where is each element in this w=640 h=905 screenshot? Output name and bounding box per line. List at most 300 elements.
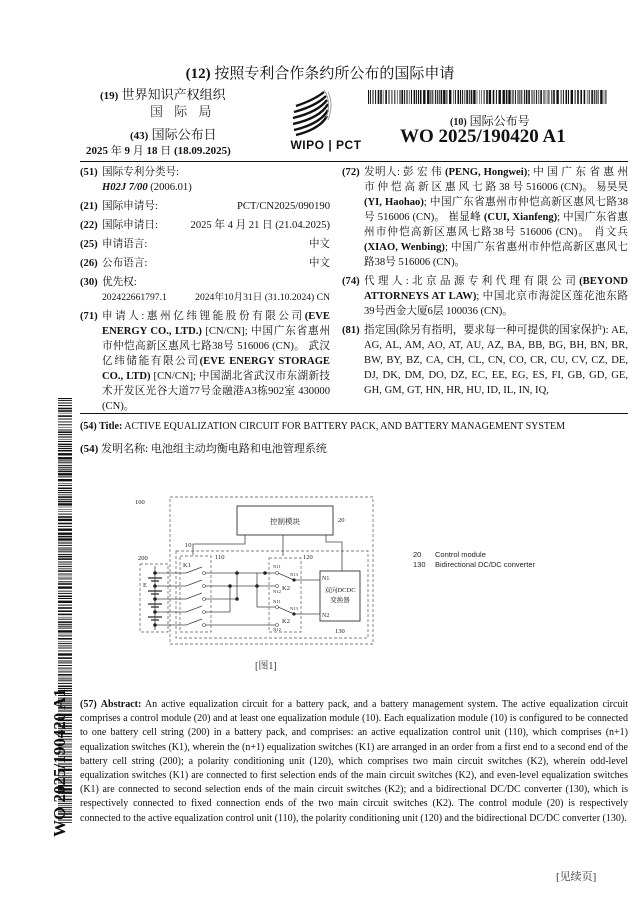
barcode-bar: [58, 536, 72, 538]
converter-label-1: 双向DCDC: [324, 587, 356, 594]
barcode-bar: [58, 593, 72, 594]
field-71-applicant: [80, 309, 330, 414]
barcode-bar: [58, 408, 72, 410]
barcode-bar: [401, 90, 403, 104]
barcode-bar: [58, 501, 72, 503]
barcode-bar: [58, 434, 72, 435]
barcode-bar: [536, 90, 537, 104]
barcode-bar: [58, 653, 72, 655]
field-72-inventors: [342, 165, 628, 270]
barcode-bar: [481, 90, 482, 104]
barcode-bar: [58, 562, 72, 563]
barcode-bar: [378, 90, 380, 104]
abstract-label: Abstract:: [100, 699, 142, 710]
converter-label-2: 变换器: [330, 597, 350, 604]
barcode-bar: [524, 90, 525, 104]
barcode-bar: [508, 90, 510, 104]
title-label: Title:: [99, 421, 123, 432]
ipc-class: H02J 7/00: [102, 182, 148, 193]
barcode-bar: [553, 90, 555, 104]
inid-code: (51): [80, 167, 98, 178]
applicant-name-en: (EVE ENERGY STORAGE CO., LTD): [102, 356, 330, 382]
application-number: PCT/CN2025/090190: [236, 201, 330, 212]
barcode-bar: [58, 577, 72, 579]
barcode-bar: [58, 548, 72, 549]
barcode-bar: [58, 526, 72, 527]
barcode-bar: [58, 542, 72, 544]
field-51: [80, 165, 330, 195]
barcode-bar: [58, 645, 72, 647]
pub-month-cn: 月: [132, 145, 144, 157]
title-text-cn: 电池组主动均衡电路和电池管理系统: [150, 443, 327, 455]
legend-item: [413, 550, 535, 560]
barcode-bar: [551, 90, 552, 104]
barcode-bar: [58, 516, 72, 518]
field-label: 申请语言:: [102, 239, 148, 250]
ipc-version: (2006.01): [147, 182, 192, 193]
barcode-bar: [58, 492, 72, 493]
barcode-bar: [58, 568, 72, 570]
barcode-bar: [58, 494, 72, 496]
barcode-bar: [58, 471, 72, 473]
barcode-bar: [58, 446, 72, 447]
publication-number: WO 2025/190420 A1: [400, 126, 566, 147]
continued-on-next-page: [见续页]: [556, 871, 597, 883]
inid-code: (72): [342, 167, 360, 178]
barcode-bar: [594, 90, 595, 104]
barcode-bar: [489, 90, 491, 104]
barcode-bar: [406, 90, 408, 104]
barcode-bar: [58, 686, 72, 688]
barcode-bar: [587, 90, 588, 104]
barcode-bar: [58, 538, 72, 540]
barcode-bar: [545, 90, 546, 104]
pub-year: 2025: [86, 145, 108, 157]
barcode-bar: [58, 677, 72, 678]
barcode-bar: [58, 650, 72, 652]
barcode-bar: [58, 519, 72, 521]
inventor-name-en: (YI, Haohao): [364, 197, 424, 208]
barcode-bar: [409, 90, 410, 104]
pub-day-cn: 日: [160, 145, 172, 157]
barcode-bar: [563, 90, 564, 104]
barcode-bar: [521, 90, 522, 104]
inventor-name-en: (PENG, Hongwei): [445, 167, 528, 178]
barcode-bar: [568, 90, 569, 104]
barcode-bar: [58, 533, 72, 535]
barcode-bar: [432, 90, 433, 104]
inid-code: (57): [80, 699, 97, 710]
barcode-bar: [58, 413, 72, 414]
abstract: [80, 698, 628, 826]
barcode-bar: [58, 511, 72, 512]
barcode-bar: [375, 90, 376, 104]
barcode-bar: [441, 90, 443, 104]
barcode-bar: [503, 90, 505, 104]
label-n2: N2: [322, 613, 330, 619]
barcode-bar: [58, 624, 72, 625]
barcode-bar: [469, 90, 470, 104]
barcode-bar: [391, 90, 393, 104]
document-type-heading: [0, 62, 640, 83]
bibliographic-left-column: [80, 165, 330, 418]
barcode-bar: [58, 648, 72, 649]
barcode-bar: [58, 601, 72, 603]
inventors-text: [364, 165, 628, 270]
barcode-bar: [499, 90, 501, 104]
side-publication-number: WO 2025/190420 A1: [50, 688, 69, 837]
pub-day: 18: [146, 145, 158, 157]
barcode-bar: [58, 643, 72, 644]
international-bureau: 国 际 局: [150, 104, 216, 119]
barcode-bar: [464, 90, 466, 104]
barcode-bar: [394, 90, 395, 104]
barcode-bar: [58, 405, 72, 406]
inid-code: (81): [342, 325, 360, 336]
barcode-bar: [370, 90, 371, 104]
legend-text: Bidirectional DC/DC converter: [435, 560, 536, 569]
pub-year-cn: 年: [110, 145, 122, 157]
barcode-bar: [486, 90, 488, 104]
barcode-bar: [58, 605, 72, 606]
barcode-bar: [605, 90, 606, 104]
barcode-bar: [368, 90, 369, 104]
barcode-bar: [58, 551, 72, 552]
barcode-bar: [400, 90, 401, 104]
barcode-bar: [584, 90, 586, 104]
applicant-name-en: (EVE ENERGY CO., LTD.): [102, 311, 330, 337]
barcode-bar: [473, 90, 475, 104]
barcode-bar: [532, 90, 533, 104]
barcode-bar: [556, 90, 558, 104]
inid-code: (25): [80, 239, 98, 250]
barcode-bar: [389, 90, 390, 104]
barcode-bar: [383, 90, 384, 104]
ref-130: 130: [335, 628, 345, 635]
barcode-bar: [58, 503, 72, 505]
barcode-bar: [58, 403, 72, 404]
barcode-bar: [58, 607, 72, 609]
barcode-bar: [58, 476, 72, 477]
inid-code: (30): [80, 277, 98, 288]
barcode-bar: [526, 90, 528, 104]
barcode-bar: [471, 90, 473, 104]
barcode-bar: [58, 499, 72, 500]
barcode-bar: [589, 90, 590, 104]
barcode-bar: [58, 400, 72, 401]
label-n13-upper: N13: [290, 572, 298, 577]
inid-code: (71): [80, 311, 98, 322]
barcode-bar: [58, 614, 72, 616]
applicant-text: [CN/CN]; 中国湖北省武汉市东湖新技术开发区光谷大道77号金融港A3栋902室 430000 (CN)。: [102, 371, 331, 412]
inventor-name-en: (CUI, Xianfeng): [483, 212, 558, 223]
barcode-bar: [58, 488, 72, 490]
barcode-bar: [58, 483, 72, 484]
control-module-label: 控制模块: [270, 517, 300, 526]
inid-code-43: (43): [130, 130, 149, 142]
barcode-bar: [58, 453, 72, 455]
barcode-bar: [58, 683, 72, 684]
barcode-bar: [443, 90, 445, 104]
agent-text: ; 中国北京市海淀区莲花池东路39号西金大厦6层 100036 (CN)。: [364, 291, 628, 317]
barcode-bar: [380, 90, 382, 104]
publication-date-label-text: 国际公布日: [151, 127, 217, 142]
barcode-bar: [416, 90, 417, 104]
barcode-bar: [455, 90, 456, 104]
barcode-bar: [58, 680, 72, 681]
barcode-bar: [58, 496, 72, 498]
barcode-bar: [58, 665, 72, 666]
field-25: [80, 237, 330, 252]
barcode-bar: [600, 90, 602, 104]
inventor-text: ; 中国广东省惠州市仲恺高新区惠风七路38号 516006 (CN)。 肖文兵: [364, 212, 628, 238]
barcode-bar: [477, 90, 478, 104]
barcode-bar: [430, 90, 431, 104]
barcode-bar: [460, 90, 461, 104]
document-type: 按照专利合作条约所公布的国际申请: [214, 66, 455, 82]
barcode-bar: [437, 90, 438, 104]
barcode-bar: [58, 566, 72, 567]
barcode-bar: [446, 90, 447, 104]
barcode-bar: [418, 90, 419, 104]
barcode-bar: [58, 436, 72, 438]
barcode-bar: [506, 90, 508, 104]
inventor-text: ; 中国广东省惠州市仲恺高新区惠风七路38号 516006 (CN)。: [364, 242, 628, 268]
title-cn: [80, 440, 327, 456]
inid-code: (21): [80, 201, 98, 212]
barcode-bar: [58, 485, 72, 486]
barcode-bar: [515, 90, 516, 104]
barcode-bar: [462, 90, 463, 104]
field-74-agent: [342, 274, 628, 319]
ref-20: 20: [338, 517, 345, 524]
barcode-bar: [58, 430, 72, 431]
barcode-bar: [453, 90, 454, 104]
barcode-bar: [58, 448, 72, 449]
barcode-bar: [58, 662, 72, 663]
barcode-bar: [411, 90, 412, 104]
inid-code: (54): [80, 443, 99, 455]
label-k2-upper: K2: [282, 585, 290, 592]
barcode-bar: [58, 556, 72, 558]
circuit-diagram: [130, 492, 390, 652]
field-label: 国际申请日:: [102, 220, 158, 231]
barcode-bar: [58, 431, 72, 433]
pub-month: 9: [124, 145, 130, 157]
inventor-text: ; 中国广东省惠州市仲恺高新区惠风七路38号 516006 (CN)。 崔显峰: [364, 197, 628, 223]
barcode-bar: [435, 90, 436, 104]
title-divider: [80, 413, 628, 414]
barcode-bar: [58, 621, 72, 623]
barcode-bar: [596, 90, 597, 104]
field-81-designated-states: [342, 323, 628, 398]
barcode-bar: [58, 657, 72, 659]
publication-date-label: [130, 124, 217, 143]
barcode-bar: [58, 583, 72, 585]
barcode-bar: [58, 590, 72, 592]
inid-code-10: (10): [450, 117, 467, 128]
barcode-bar: [58, 641, 72, 642]
barcode-bar: [58, 626, 72, 627]
inid-code-12: (12): [185, 66, 211, 82]
barcode-bar: [484, 90, 485, 104]
barcode-bar: [58, 545, 72, 546]
legend-ref: 130: [413, 560, 426, 569]
barcode-bar: [58, 410, 72, 412]
barcode-bar: [58, 507, 72, 508]
filing-date: 2025 年 4 月 21 日 (21.04.2025): [190, 220, 330, 231]
barcode-bar: [580, 90, 582, 104]
publication-date: [86, 142, 231, 158]
label-k2-lower: K2: [282, 618, 290, 625]
barcode-bar: [397, 90, 398, 104]
field-26: [80, 256, 330, 271]
barcode-bar: [577, 90, 579, 104]
barcode-bar: [58, 490, 72, 491]
barcode-bar: [58, 617, 72, 618]
title-label-cn: 发明名称:: [101, 443, 149, 455]
barcode-bar: [566, 90, 568, 104]
label-n12-lower: N12: [273, 627, 281, 632]
inventor-text: 发明人: 彭 宏 伟: [364, 167, 446, 178]
barcode-bar: [591, 90, 593, 104]
publication-number-label-text: 国际公布号: [469, 114, 530, 128]
legend-text: Control module: [435, 550, 486, 559]
barcode-bar: [58, 529, 72, 531]
barcode-bar: [373, 90, 374, 104]
barcode-bar: [58, 479, 72, 481]
barcode-bar: [540, 90, 542, 104]
barcode-bar: [58, 439, 72, 440]
barcode-bar: [58, 424, 72, 425]
designated-states-text: 指定国(除另有指明，要求每一种可提供的国家保护): AE, AG, AL, AM, AO, AT, AU, AZ, BA, BB, BG, BH, BN, BR, BW, BY, BZ, CA, CH, CL, CN, CO, CR, CU, CV, CZ, DE, DJ, DK, DM, DO, DZ, EC, EE, EG, ES, FI, GB, GD, GE, GH, GM, GT, HN, HR, HU, ID, IL, IN, IQ,: [364, 325, 628, 396]
barcode-bar: [58, 549, 72, 550]
publication-language: 中文: [308, 258, 330, 269]
ref-10: 10: [185, 542, 192, 549]
barcode-bar: [518, 90, 519, 104]
barcode-bar: [58, 598, 72, 599]
barcode-bar: [58, 635, 72, 636]
inid-code: (54): [80, 421, 97, 432]
field-30: [80, 275, 330, 305]
label-n11-upper: N11: [273, 564, 281, 569]
inventor-name-en: (XIAO, Wenbing): [364, 242, 445, 253]
barcode-bar: [58, 554, 72, 555]
barcode-bar: [58, 473, 72, 475]
figure-legend: [413, 550, 535, 570]
barcode-bar: [493, 90, 495, 104]
barcode-bar: [58, 610, 72, 612]
barcode-bar: [466, 90, 468, 104]
barcode-bar: [58, 630, 72, 632]
barcode-bar: [58, 421, 72, 423]
header-divider: [80, 161, 628, 162]
field-label: 优先权:: [102, 277, 137, 288]
filing-language: 中文: [308, 239, 330, 250]
barcode-bar: [58, 563, 72, 565]
barcode-bar: [58, 398, 72, 399]
barcode-bar: [58, 460, 72, 461]
barcode-bar: [58, 450, 72, 452]
applicant-text: 申请人:惠州亿纬锂能股份有限公司: [102, 311, 305, 322]
barcode-bar: [414, 90, 416, 104]
wipo-pct-logo-text: WIPO | PCT: [290, 138, 362, 152]
applicant-text: [CN/CN]; 中国广东省惠州市仲恺高新区惠风七路38号 516006 (CN)。 武汉亿纬储能有限公司: [102, 326, 330, 367]
legend-ref: 20: [413, 550, 422, 559]
barcode-bar: [58, 661, 72, 662]
barcode-bar: [404, 90, 405, 104]
label-n12-upper: N12: [273, 589, 281, 594]
title-en: [80, 421, 565, 432]
label-n13-lower: N13: [290, 606, 298, 611]
barcode-bar: [58, 674, 72, 676]
barcode-bar: [58, 596, 72, 598]
barcode-bar: [58, 415, 72, 417]
barcode-bar: [519, 90, 520, 104]
abstract-text: An active equalization circuit for a battery pack, and a battery management system. The active equalization circuit comprises a control module (20) and at least one equalization module (10). Each equalization module (10) is configured to be connected to one battery cell string (200) in a battery pack, and comprises: an active equalization control unit (110), which comprises (n+1) equalization switches (K1), wherein the (n+1) equalization switches (K1) are arranged in an order from a first end to a second end of the battery cell string (200); a polarity conditioning unit (120), which comprises two main circuit switches (K2), wherein odd-level equalization switches (K1) are connected to first selection ends of the main circuit switches (K2), and even-level equalization switches (K1) are connected to second selection ends of the main circuit switches (K2); and a bidirectional DC/DC converter (130), which is respectively connected to fixed connection ends of the two main circuit switches (K2). The control module (20) is respectively connected to the active equalization control unit (110), the polarity conditioning unit (120) and the bidirectional DC/DC converter (130).: [80, 699, 628, 824]
label-n1: N1: [322, 576, 330, 582]
barcode-bar: [420, 90, 422, 104]
barcode-bar: [58, 628, 72, 629]
field-label: 公布语言:: [102, 258, 148, 269]
barcode-bar: [58, 558, 72, 560]
barcode-bar: [533, 90, 535, 104]
field-22: [80, 218, 330, 233]
field-21: [80, 199, 330, 214]
ref-120: 120: [303, 554, 313, 561]
barcode-bar: [58, 462, 72, 463]
legend-item: [413, 560, 535, 570]
barcode-bar: [58, 523, 72, 525]
barcode-bar: [58, 638, 72, 640]
barcode-bar: [427, 90, 429, 104]
barcode-bar: [604, 90, 605, 104]
priority-date: 2024年10月31日 (31.10.2024): [195, 292, 315, 303]
barcode-bar: [496, 90, 497, 104]
barcode-bar: [58, 469, 72, 470]
label-e: E: [143, 582, 147, 589]
barcode-bar: [58, 581, 72, 582]
ref-200: 200: [138, 555, 148, 562]
agent-name-en: (BEYOND ATTORNEYS AT LAW): [364, 276, 628, 302]
wipo-pct-logo: [286, 88, 366, 152]
barcode-bar: [58, 574, 72, 575]
barcode-bar: [385, 90, 387, 104]
inid-code-19: (19): [100, 90, 119, 102]
barcode-bar: [598, 90, 599, 104]
barcode-bar: [58, 457, 72, 459]
barcode-bar: [58, 570, 72, 572]
barcode-bar: [58, 671, 72, 672]
barcode-bar: [58, 586, 72, 588]
barcode-bar: [58, 467, 72, 468]
barcode-bar: [58, 509, 72, 510]
barcode-bar: [58, 634, 72, 635]
barcode-bar: [58, 514, 72, 515]
barcode-bar: [575, 90, 576, 104]
barcode-bar: [512, 90, 514, 104]
field-label: 国际申请号:: [102, 201, 158, 212]
title-text-en: ACTIVE EQUALIZATION CIRCUIT FOR BATTERY PACK, AND BATTERY MANAGEMENT SYSTEM: [124, 421, 566, 432]
barcode-bar: [58, 465, 72, 466]
label-n11-lower: N11: [273, 599, 281, 604]
barcode-bar: [58, 619, 72, 620]
barcode-bar: [560, 90, 562, 104]
pub-date-iso: (18.09.2025): [174, 145, 231, 157]
barcode-bar: [58, 678, 72, 679]
ref-110: 110: [215, 554, 225, 561]
barcode-bar: [547, 90, 549, 104]
